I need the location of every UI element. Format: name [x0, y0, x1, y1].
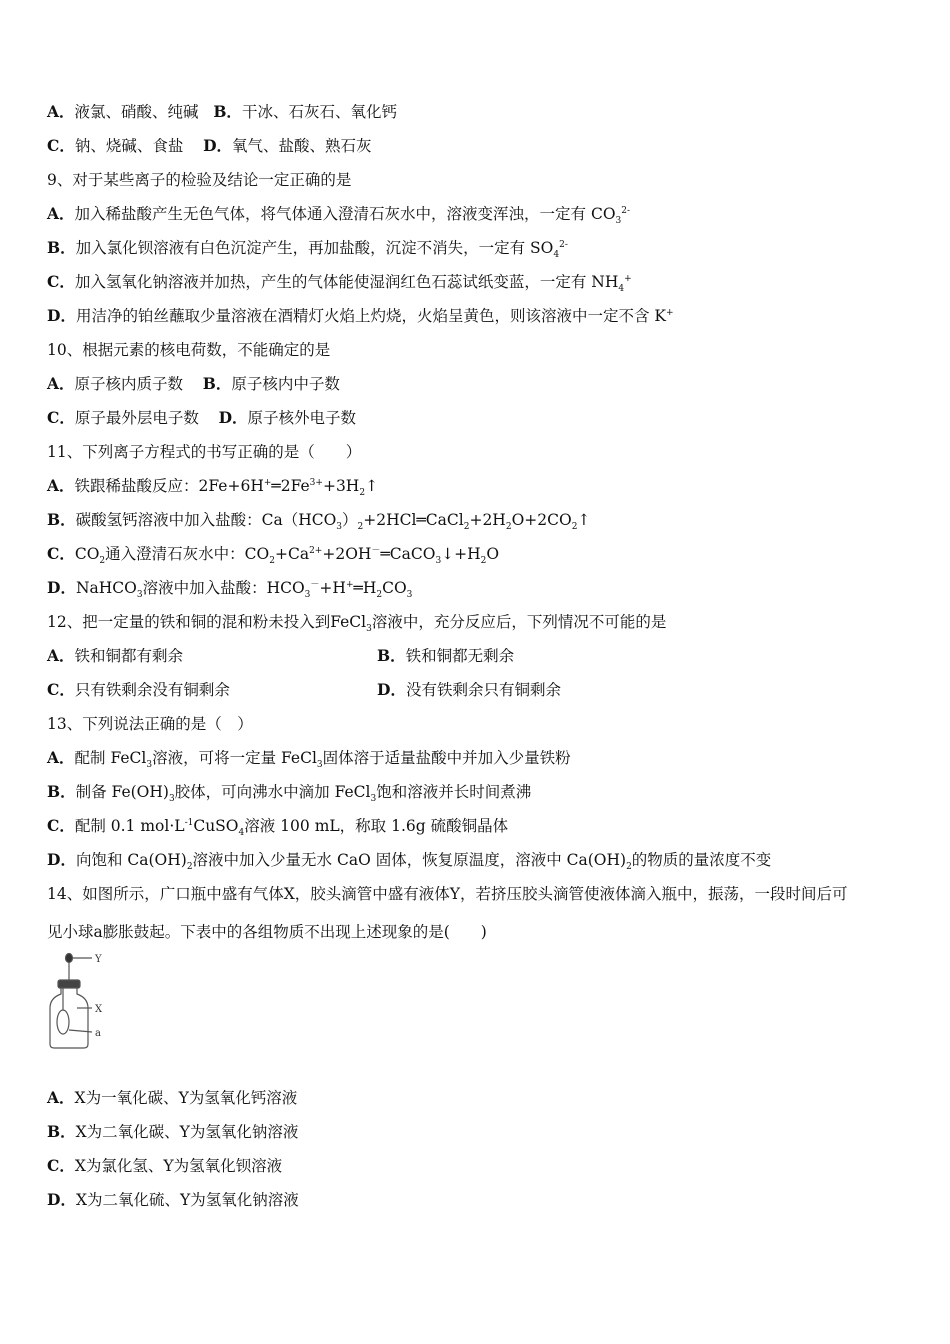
q12-option-b: B．铁和铜都无剩余: [377, 646, 515, 665]
label-x: X: [95, 1004, 103, 1015]
q10-stem: 10、根据元素的核电荷数，不能确定的是: [47, 341, 331, 359]
q13-option-c: C．配制 0.1 $mol\cdot L^{-1}CuSO_4$溶液 100 mL，称取 1.6g 硫酸铜晶体: [47, 816, 509, 839]
dropper-bulb: [66, 954, 73, 963]
q12-option-d: D．没有铁剩余只有铜剩余: [377, 680, 561, 699]
q13-option-a: A．配制 FeCl$_3$溶液，可将一定量 FeCl$_3$固体溶于适量盐酸中并加入少量铁粉: [47, 748, 571, 771]
q14-option-c: C．X为氯化氢、Y为氢氧化钡溶液: [47, 1156, 283, 1175]
label-y: Y: [95, 954, 102, 965]
q12-option-a: A．铁和铜都有剩余: [47, 646, 184, 665]
q11-option-c: C．$CO_2$通入澄清石灰水中：$CO_2+Ca^{2+}+2OH^-═CaCO_3↓+H_2O$: [47, 544, 500, 567]
bottle-dropper-diagram: [44, 952, 114, 1052]
q14-stem-line2: 见小球a膨胀鼓起。下表中的各组物质不出现上述现象的是( ): [47, 923, 487, 941]
q9-option-d: D．用洁净的铂丝蘸取少量溶液在酒精灯火焰上灼烧，火焰呈黄色，则该溶液中一定不含 K+: [47, 306, 674, 325]
q10-option-row-cd: C．原子最外层电子数 D．原子核外电子数: [47, 408, 357, 427]
q13-stem: 13、下列说法正确的是（ ）: [47, 715, 253, 733]
q9-stem: 9、对于某些离子的检验及结论一定正确的是: [47, 171, 352, 189]
bottle-stopper: [58, 980, 80, 988]
balloon-a: [57, 1010, 69, 1034]
q11-option-a: A．铁跟稀盐酸反应：$2Fe+6H^+═2Fe^{3+}+3H_2↑$: [47, 476, 379, 499]
q8-option-row-cd: C．钠、烧碱、食盐 D．氧气、盐酸、熟石灰: [47, 136, 372, 155]
q10-option-row-ab: A．原子核内质子数 B．原子核内中子数: [47, 374, 340, 393]
q12-option-c: C．只有铁剩余没有铜剩余: [47, 680, 230, 699]
q9-option-c: C．加入氢氧化钠溶液并加热，产生的气体能使湿润红色石蕊试纸变蓝，一定有 $NH_4^+$: [47, 272, 632, 295]
q9-option-b: B．加入氯化钡溶液有白色沉淀产生，再加盐酸，沉淀不消失，一定有 $SO_4^{2-}$: [47, 238, 568, 261]
q9-option-a: A．加入稀盐酸产生无色气体，将气体通入澄清石灰水中，溶液变浑浊，一定有 $CO_3^{2-}$: [47, 204, 631, 227]
q8-option-row-ab: A．液氯、硝酸、纯碱 B．干冰、石灰石、氧化钙: [47, 102, 397, 121]
q11-option-d: D．NaHCO$_3$溶液中加入盐酸：$HCO_3^-+H^+═H_2CO_3$: [47, 578, 413, 601]
q14-stem-line1: 14、如图所示，广口瓶中盛有气体X，胶头滴管中盛有液体Y，若挤压胶头滴管使液体滴入瓶中，振荡，一段时间后可: [47, 885, 848, 903]
q13-option-d: D．向饱和 $Ca(OH)_2$溶液中加入少量无水 CaO 固体，恢复原温度，溶液中 $Ca(OH)_2$的物质的量浓度不变: [47, 850, 772, 873]
q11-stem: 11、下列离子方程式的书写正确的是（ ）: [47, 443, 362, 461]
q11-option-b: B．碳酸氢钙溶液中加入盐酸：$Ca(HCO_3)_2+2HCl═CaCl_2+2H_2O+2CO_2↑$: [47, 510, 591, 533]
q14-option-d: D．X为二氧化硫、Y为氢氧化钠溶液: [47, 1190, 299, 1209]
q14-option-a: A．X为一氧化碳、Y为氢氧化钙溶液: [47, 1088, 298, 1107]
label-a: a: [95, 1028, 101, 1039]
q13-option-b: B．制备 $Fe(OH)_3$胶体，可向沸水中滴加 FeCl$_3$饱和溶液并长时间煮沸: [47, 782, 532, 805]
q12-stem: 12、把一定量的铁和铜的混和粉未投入到FeCl$_3$溶液中，充分反应后，下列情况不可能的是: [47, 613, 667, 635]
q14-option-b: B．X为二氧化碳、Y为氢氧化钠溶液: [47, 1122, 299, 1141]
